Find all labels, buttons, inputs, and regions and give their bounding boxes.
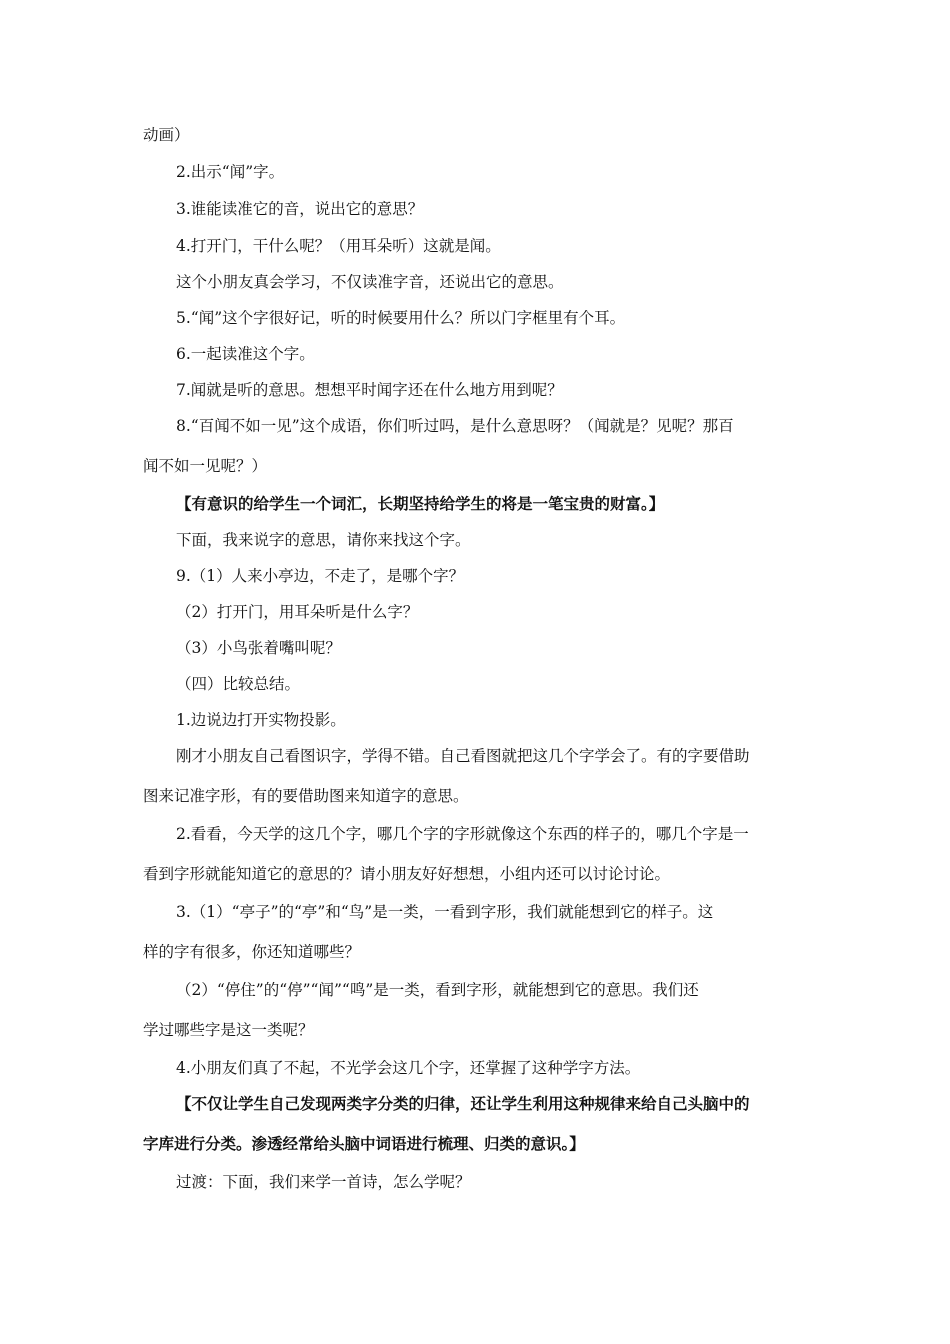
text-line: （2）“停住”的“停”“闻”“鸣”是一类，看到字形，就能想到它的意思。我们还 xyxy=(176,981,699,999)
text-line: 下面，我来说字的意思，请你来找这个字。 xyxy=(176,531,471,549)
text-line: 这个小朋友真会学习，不仅读准字音，还说出它的意思。 xyxy=(176,273,564,291)
text-line: 3.谁能读准它的音，说出它的意思？ xyxy=(176,200,424,218)
text-line: 7.闻就是听的意思。想想平时闻字还在什么地方用到呢？ xyxy=(176,381,563,399)
text-line: 图来记准字形，有的要借助图来知道字的意思。 xyxy=(143,787,469,805)
text-line: 4.打开门，干什么呢？（用耳朵听）这就是闻。 xyxy=(176,237,501,255)
text-line: 1.边说边打开实物投影。 xyxy=(176,711,346,729)
text-line: 看到字形就能知道它的意思的？请小朋友好好想想，小组内还可以讨论讨论。 xyxy=(143,865,671,883)
text-line: 闻不如一见呢？） xyxy=(143,457,268,475)
text-line: 2.看看，今天学的这几个字，哪几个字的字形就像这个东西的样子的，哪几个字是一 xyxy=(176,825,749,843)
text-line: 8.“百闻不如一见”这个成语，你们听过吗，是什么意思呀？（闻就是？见呢？那百 xyxy=(176,417,734,435)
text-line: 样的字有很多，你还知道哪些？ xyxy=(143,943,361,961)
text-line: 学过哪些字是这一类呢？ xyxy=(143,1021,314,1039)
text-line: 6.一起读准这个字。 xyxy=(176,345,315,363)
bracket-note: 【有意识的给学生一个词汇，长期坚持给学生的将是一笔宝贵的财富。】 xyxy=(176,494,665,513)
text-line: 动画） xyxy=(143,126,190,144)
section-heading: （四）比较总结。 xyxy=(176,675,301,693)
text-line: 3.（1）“亭子”的“亭”和“鸟”是一类，一看到字形，我们就能想到它的样子。这 xyxy=(176,903,714,921)
text-line: 刚才小朋友自己看图识字，学得不错。自己看图就把这几个字学会了。有的字要借助 xyxy=(176,747,750,765)
text-line: 5.“闻”这个字很好记，听的时候要用什么？所以门字框里有个耳。 xyxy=(176,309,626,327)
text-line: 过渡：下面，我们来学一首诗，怎么学呢？ xyxy=(176,1173,471,1191)
text-line: （3）小鸟张着嘴叫呢？ xyxy=(176,639,341,657)
text-line: 9.（1）人来小亭边，不走了，是哪个字？ xyxy=(176,567,465,585)
bracket-note: 字库进行分类。渗透经常给头脑中词语进行梳理、归类的意识。】 xyxy=(143,1134,585,1153)
bracket-note: 【不仅让学生自己发现两类字分类的归律，还让学生利用这种规律来给自己头脑中的 xyxy=(176,1094,750,1113)
text-line: 4.小朋友们真了不起，不光学会这几个字，还掌握了这种学字方法。 xyxy=(176,1059,641,1077)
text-line: 2.出示“闻”字。 xyxy=(176,163,285,181)
text-line: （2）打开门，用耳朵听是什么字？ xyxy=(176,603,419,621)
